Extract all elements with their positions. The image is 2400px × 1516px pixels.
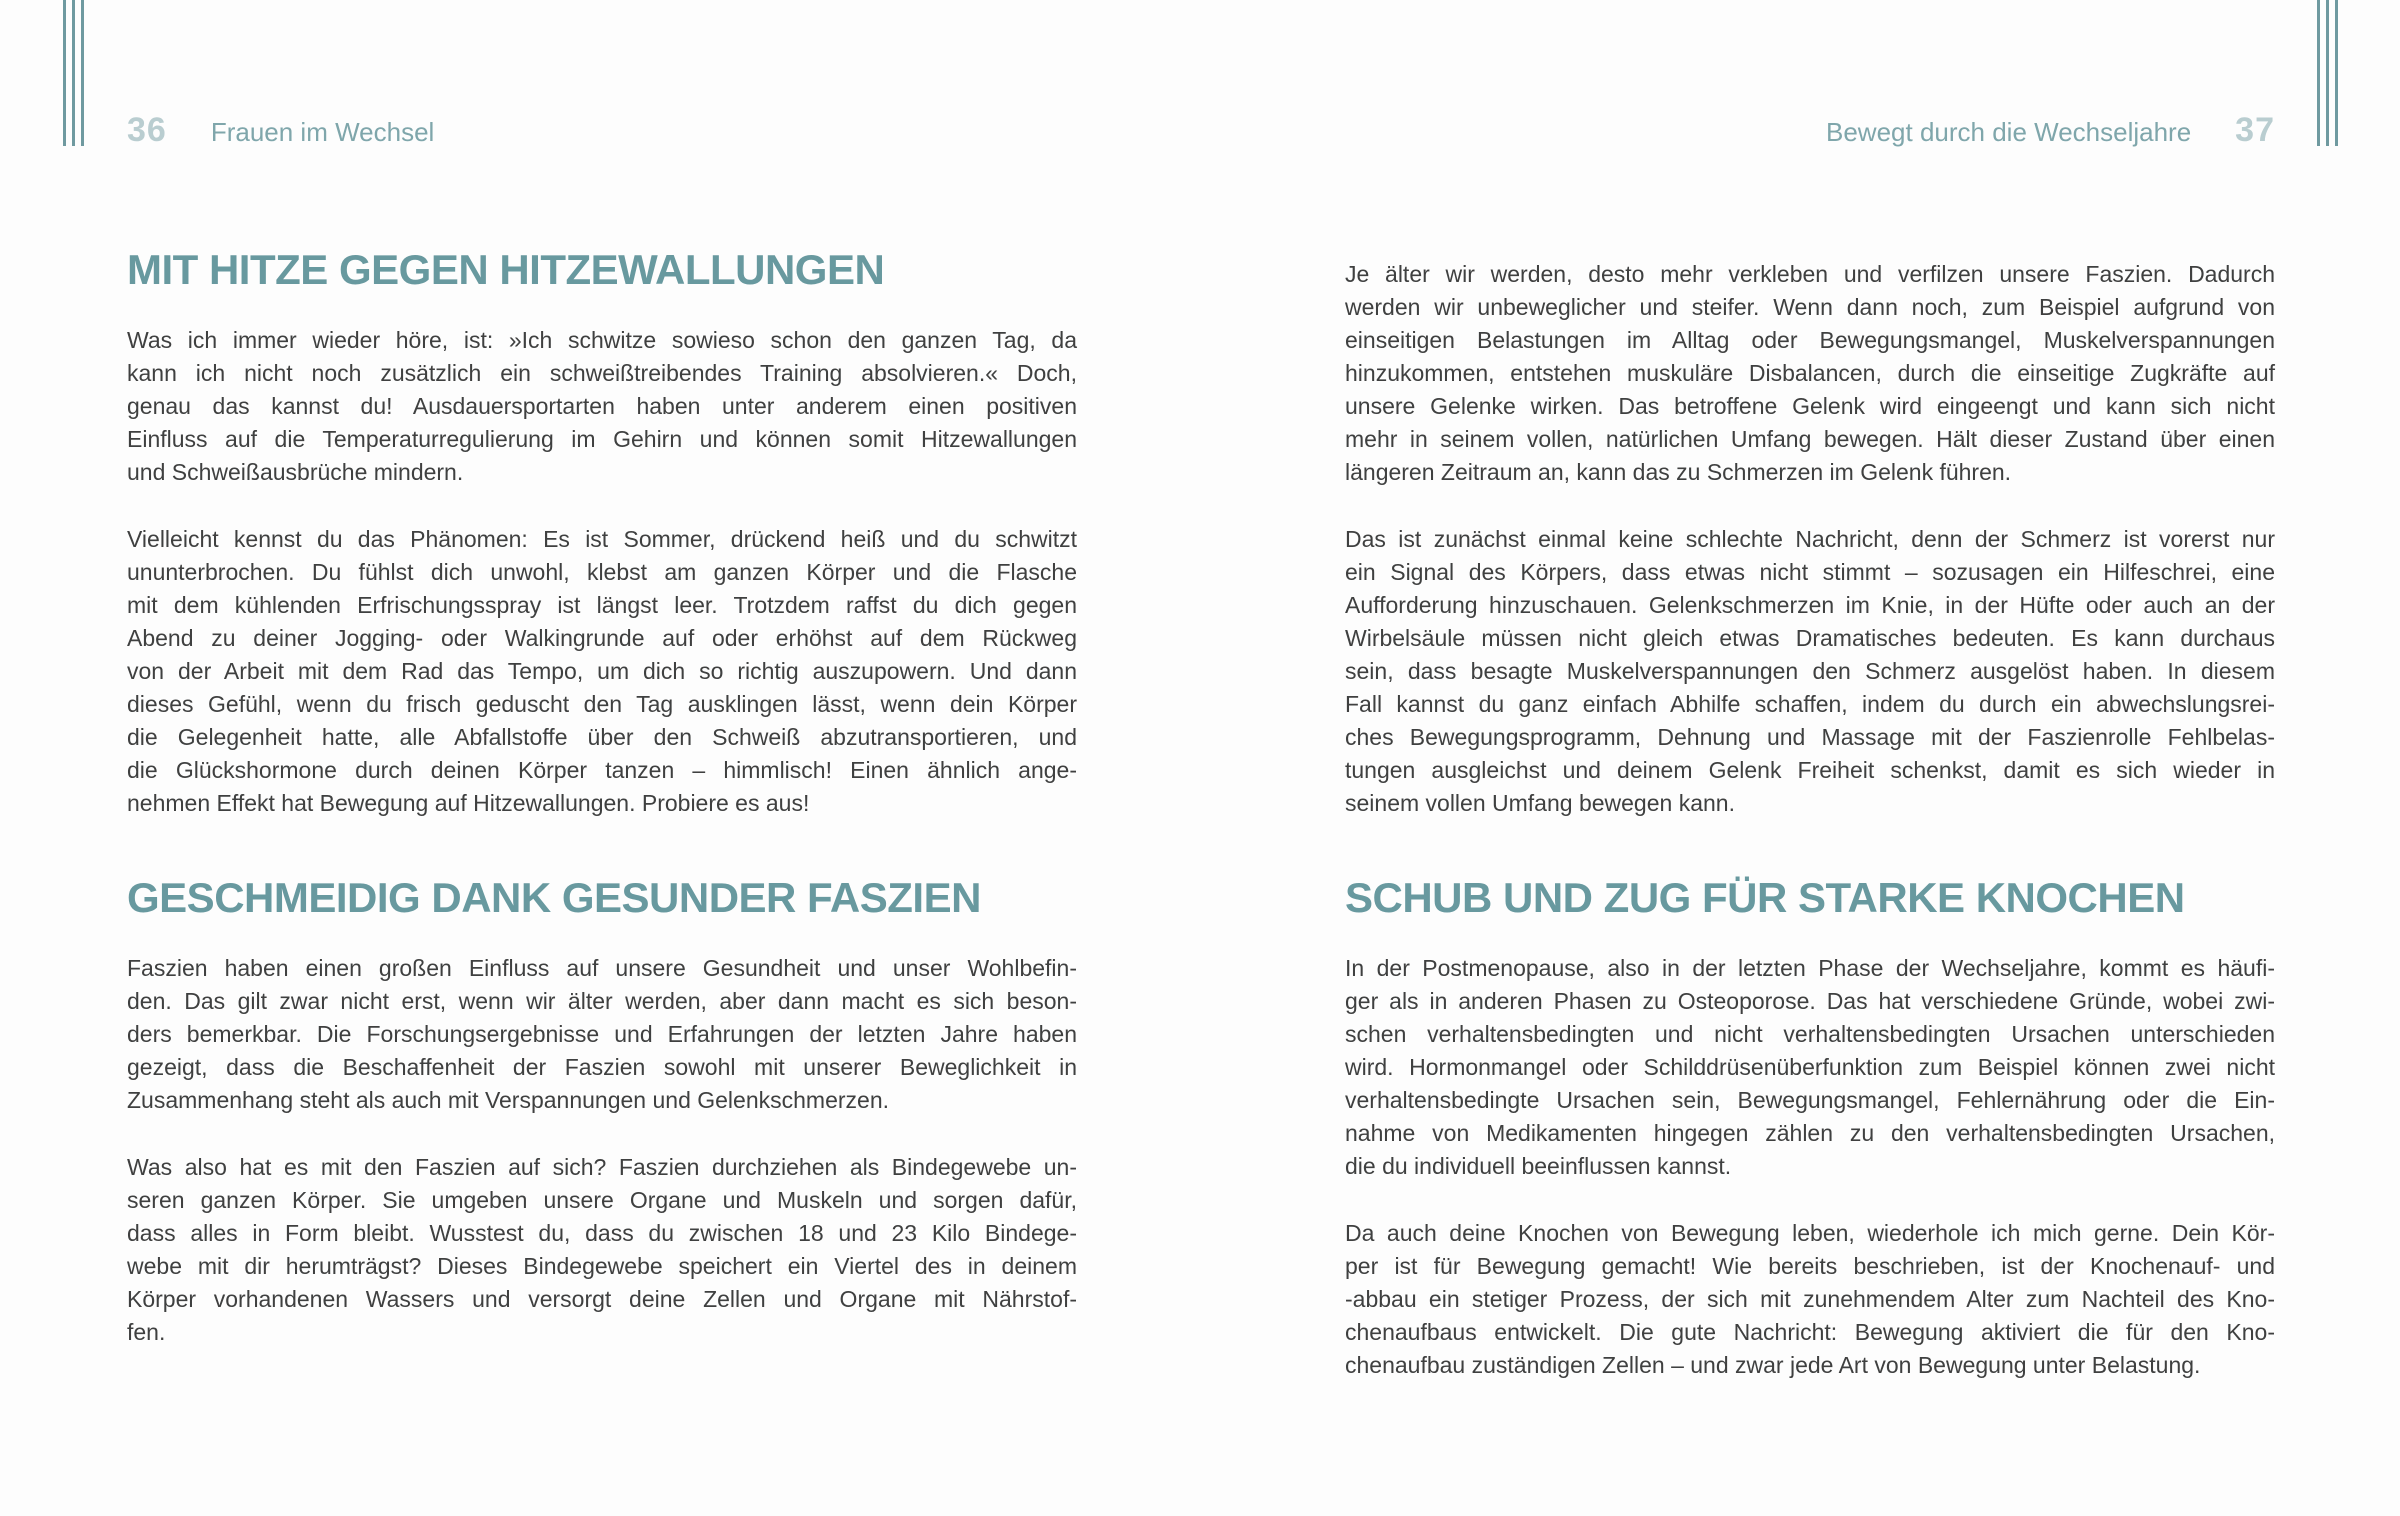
corner-ornament-left: [63, 0, 84, 146]
text-line: unsere Gelenke wirken. Das betroffene Gelenk wird eingeengt und kann sich nicht: [1345, 393, 2275, 419]
text-line: kann ich nicht noch zusätzlich ein schweißtreibendes Training absolvieren.« Doch,: [127, 360, 1077, 386]
text-line: von der Arbeit mit dem Rad das Tempo, um dich so richtig auszupowern. Und dann: [127, 658, 1077, 684]
page-number-left: 36: [127, 111, 167, 149]
text-line: die du individuell beeinflussen kannst.: [1345, 1153, 1732, 1179]
paragraph: [1345, 258, 2275, 489]
text-line: dieses Gefühl, wenn du frisch geduscht den Tag ausklingen lässt, wenn dein Körper: [127, 691, 1077, 717]
text-line: längeren Zeitraum an, kann das zu Schmerzen im Gelenk führen.: [1345, 459, 2012, 485]
paragraph: [1345, 1217, 2275, 1382]
text-line: tungen ausgleichst und deinem Gelenk Freiheit schenkst, damit es sich wieder in: [1345, 757, 2275, 783]
ornament-line: [72, 0, 75, 146]
text-line: die Glückshormone durch deinen Körper tanzen – himmlisch! Einen ähnlich ange-: [127, 757, 1077, 783]
text-column-right: [1345, 258, 2275, 1382]
ornament-line: [2335, 0, 2338, 146]
text-line: Je älter wir werden, desto mehr verkleben und verfilzen unsere Faszien. Dadurch: [1345, 261, 2275, 287]
text-line: dass alles in Form bleibt. Wusstest du, dass du zwischen 18 und 23 Kilo Bindege-: [127, 1220, 1077, 1246]
text-line: hinzukommen, entstehen muskuläre Disbalancen, durch die einseitige Zugkräfte auf: [1345, 360, 2275, 386]
page-number-right: 37: [2235, 111, 2275, 149]
text-line: per ist für Bewegung gemacht! Wie bereits beschrieben, ist der Knochenauf- und: [1345, 1253, 2275, 1279]
text-line: fen.: [127, 1319, 166, 1345]
text-line: verhaltensbedingte Ursachen sein, Bewegungsmangel, Fehlernährung oder die Ein-: [1345, 1087, 2275, 1113]
ornament-line: [63, 0, 66, 146]
ornament-line: [81, 0, 84, 146]
section-heading: GESCHMEIDIG DANK GESUNDER FASZIEN: [127, 874, 981, 921]
text-line: und Schweißausbrüche mindern.: [127, 459, 464, 485]
text-column-left: [127, 248, 1077, 1349]
text-line: Vielleicht kennst du das Phänomen: Es ist Sommer, drückend heiß und du schwitzt: [127, 526, 1077, 552]
text-line: gezeigt, dass die Beschaffenheit der Faszien sowohl mit unserer Beweglichkeit in: [127, 1054, 1077, 1080]
text-line: Das ist zunächst einmal keine schlechte Nachricht, denn der Schmerz ist vorerst nur: [1345, 526, 2275, 552]
text-line: Da auch deine Knochen von Bewegung leben, wiederhole ich mich gerne. Dein Kör-: [1345, 1220, 2275, 1246]
paragraph: [127, 523, 1077, 820]
paragraph: [1345, 523, 2275, 820]
paragraph: [127, 324, 1077, 489]
text-line: Wirbelsäule müssen nicht gleich etwas Dramatisches bedeuten. Es kann durchaus: [1345, 625, 2275, 651]
text-line: die Gelegenheit hatte, alle Abfallstoffe über den Schweiß abzutransportieren, und: [127, 724, 1077, 750]
text-line: Fall kannst du ganz einfach Abhilfe schaffen, indem du durch ein abwechslungsrei-: [1345, 691, 2275, 717]
text-line: Zusammenhang steht als auch mit Verspannungen und Gelenkschmerzen.: [127, 1087, 889, 1113]
text-line: ger als in anderen Phasen zu Osteoporose. Das hat verschiedene Gründe, wobei zwi-: [1345, 988, 2275, 1014]
text-line: Körper vorhandenen Wassers und versorgt deine Zellen und Organe mit Nährstof-: [127, 1286, 1077, 1312]
page-header-right: [1826, 113, 2275, 147]
text-line: Aufforderung hinzuschauen. Gelenkschmerzen im Knie, in der Hüfte oder auch an der: [1345, 592, 2275, 618]
text-line: ders bemerkbar. Die Forschungsergebnisse und Erfahrungen der letzten Jahre haben: [127, 1021, 1077, 1047]
text-line: ununterbrochen. Du fühlst dich unwohl, klebst am ganzen Körper und die Flasche: [127, 559, 1077, 585]
paragraph: [127, 1151, 1077, 1349]
text-line: chenaufbau zuständigen Zellen – und zwar jede Art von Bewegung unter Belastung.: [1345, 1352, 2201, 1378]
text-line: Faszien haben einen großen Einfluss auf unsere Gesundheit und unser Wohlbefin-: [127, 955, 1077, 981]
text-line: mit dem kühlenden Erfrischungsspray ist längst leer. Trotzdem raffst du dich gegen: [127, 592, 1077, 618]
running-head-left: Frauen im Wechsel: [210, 117, 435, 147]
text-line: ein Signal des Körpers, dass etwas nicht stimmt – sozusagen ein Hilfeschrei, eine: [1345, 559, 2275, 585]
text-line: wird. Hormonmangel oder Schilddrüsenüberfunktion zum Beispiel können zwei nicht: [1345, 1054, 2275, 1080]
running-head-right: Bewegt durch die Wechseljahre: [1826, 117, 2192, 147]
text-line: In der Postmenopause, also in der letzten Phase der Wechseljahre, kommt es häufi-: [1345, 955, 2275, 981]
text-line: einseitigen Belastungen im Alltag oder Bewegungsmangel, Muskelverspannungen: [1345, 327, 2275, 353]
text-line: nehmen Effekt hat Bewegung auf Hitzewallungen. Probiere es aus!: [127, 790, 810, 816]
text-line: -abbau ein stetiger Prozess, der sich mit zunehmendem Alter zum Nachteil des Kno-: [1345, 1286, 2275, 1312]
corner-ornament-right: [2317, 0, 2338, 146]
text-line: Abend zu deiner Jogging- oder Walkingrunde auf oder erhöhst auf dem Rückweg: [127, 625, 1077, 651]
text-line: Was ich immer wieder höre, ist: »Ich schwitze sowieso schon den ganzen Tag, da: [127, 327, 1077, 353]
ornament-line: [2317, 0, 2320, 146]
text-line: mehr in seinem vollen, natürlichen Umfang bewegen. Hält dieser Zustand über einen: [1345, 426, 2275, 452]
text-line: chenaufbaus entwickelt. Die gute Nachricht: Bewegung aktiviert die für den Kno-: [1345, 1319, 2275, 1345]
paragraph: [1345, 952, 2275, 1183]
text-line: sein, dass besagte Muskelverspannungen den Schmerz ausgelöst haben. In diesem: [1345, 658, 2275, 684]
text-line: webe mit dir herumträgst? Dieses Bindegewebe speichert ein Viertel des in deinem: [127, 1253, 1077, 1279]
paragraph: [127, 952, 1077, 1117]
text-line: schen verhaltensbedingten und nicht verhaltensbedingten Ursachen unterschieden: [1345, 1021, 2275, 1047]
text-line: den. Das gilt zwar nicht erst, wenn wir älter werden, aber dann macht es sich beson-: [127, 988, 1077, 1014]
text-line: genau das kannst du! Ausdauersportarten haben unter anderem einen positiven: [127, 393, 1077, 419]
text-line: ches Bewegungsprogramm, Dehnung und Massage mit der Faszienrolle Fehlbelas-: [1345, 724, 2275, 750]
ornament-line: [2326, 0, 2329, 146]
text-line: werden wir unbeweglicher und steifer. Wenn dann noch, zum Beispiel aufgrund von: [1345, 294, 2275, 320]
section-heading: SCHUB UND ZUG FÜR STARKE KNOCHEN: [1345, 874, 2185, 921]
section-heading: MIT HITZE GEGEN HITZEWALLUNGEN: [127, 246, 885, 293]
text-line: seinem vollen Umfang bewegen kann.: [1345, 790, 1735, 816]
text-line: Was also hat es mit den Faszien auf sich? Faszien durchziehen als Bindegewebe un-: [127, 1154, 1077, 1180]
text-line: Einfluss auf die Temperaturregulierung im Gehirn und können somit Hitzewallungen: [127, 426, 1077, 452]
page-header-left: [127, 113, 434, 147]
page-right: [1200, 0, 2400, 1516]
text-line: seren ganzen Körper. Sie umgeben unsere Organe und Muskeln und sorgen dafür,: [127, 1187, 1077, 1213]
text-line: nahme von Medikamenten hingegen zählen zu den verhaltensbedingten Ursachen,: [1345, 1120, 2275, 1146]
